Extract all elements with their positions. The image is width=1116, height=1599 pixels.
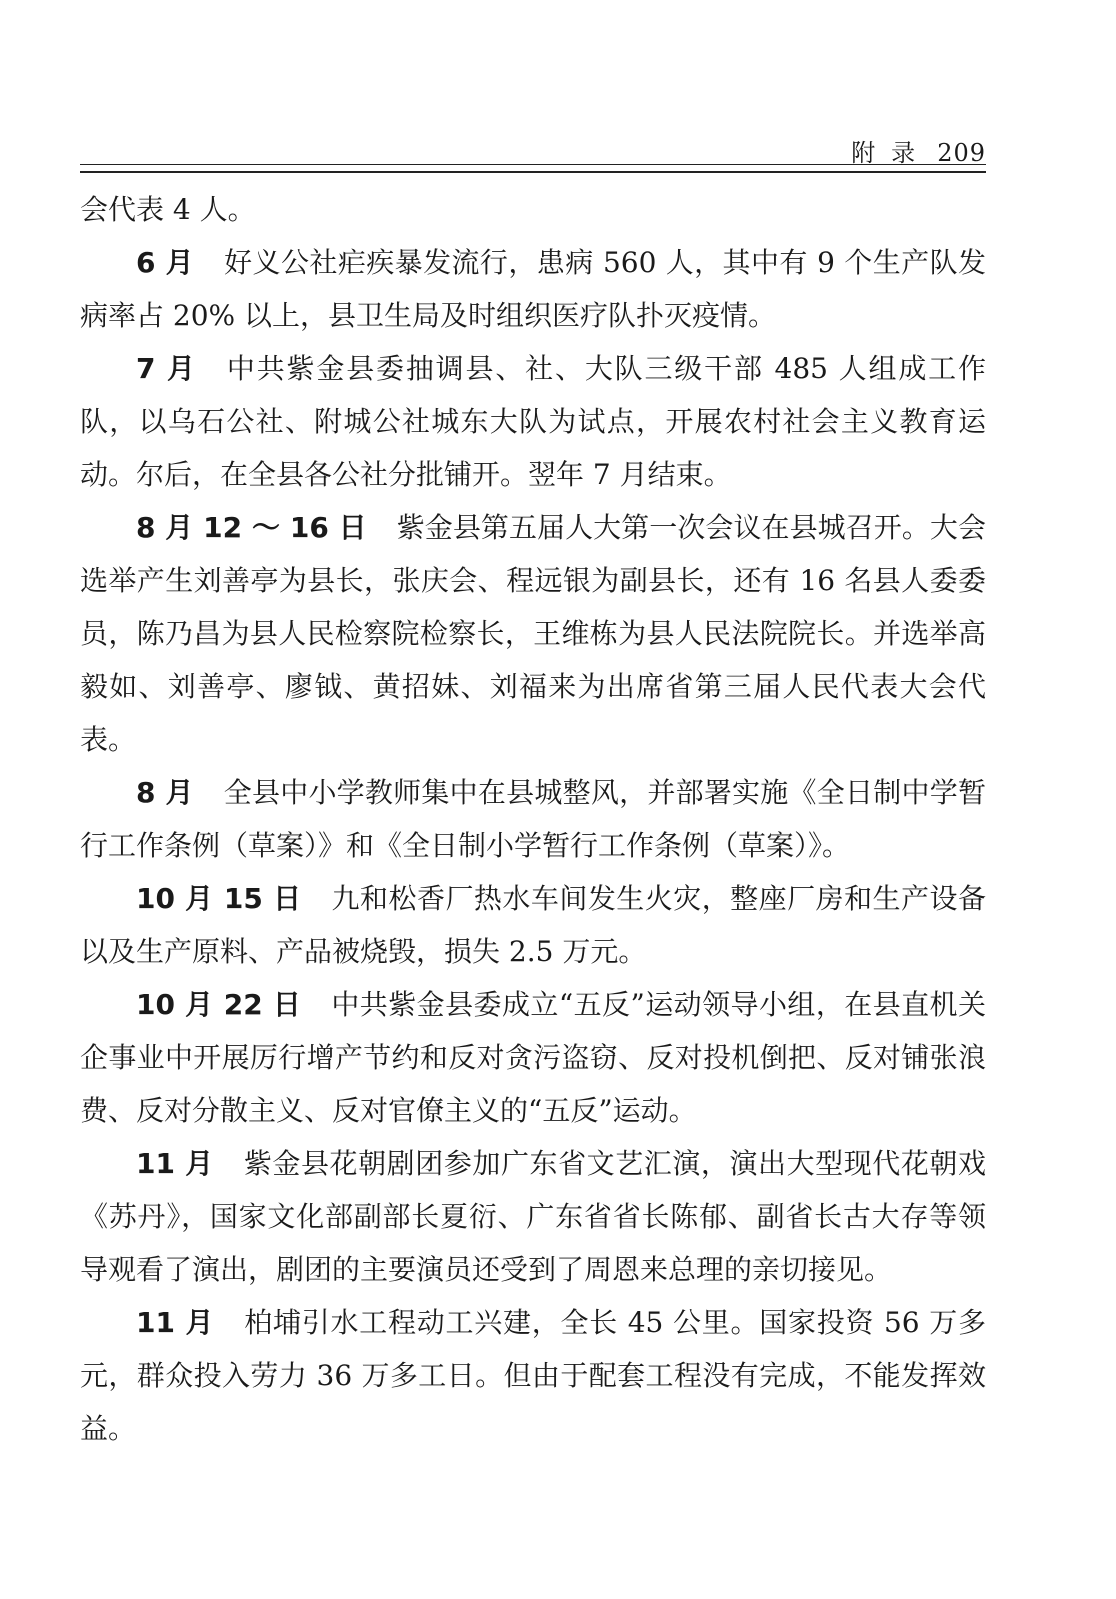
entry-text: 全县中小学教师集中在县城整风，并部署实施《全日制中学暂行工作条例（草案）》和《全日制小学暂行工作条例（草案）》。 [80,776,986,862]
page-body [80,183,986,1455]
entry-date: 11 月 [136,1306,215,1339]
entry-text: 好义公社疟疾暴发流行，患病 560 人，其中有 9 个生产队发病率占 20% 以上，县卫生局及时组织医疗队扑灭疫情。 [80,246,986,332]
entry-date: 10 月 22 日 [136,988,302,1021]
entry-text: 柏埔引水工程动工兴建，全长 45 公里。国家投资 56 万多元，群众投入劳力 36 万多工日。但由于配套工程没有完成，不能发挥效益。 [80,1306,986,1445]
continuation-paragraph: 会代表 4 人。 [80,193,256,226]
page-number: 209 [937,139,986,167]
running-header [851,133,986,168]
chronicle-entry [80,872,986,978]
entry-date: 8 月 12 ～ 16 日 [136,511,367,544]
entry-text: 中共紫金县委抽调县、社、大队三级干部 485 人组成工作队，以乌石公社、附城公社城东大队为试点，开展农村社会主义教育运动。尔后，在全县各公社分批铺开。翌年 7 月结束。 [80,352,986,491]
entry-date: 11 月 [136,1147,214,1180]
section-title: 附录 [851,139,932,167]
chronicle-entry [80,501,986,766]
chronicle-entry [80,1137,986,1296]
entry-date: 7 月 [136,352,197,385]
header-rule [80,164,986,173]
chronicle-entry [80,978,986,1137]
chronicle-entry [80,342,986,501]
entry-text: 中共紫金县委成立“五反”运动领导小组，在县直机关企事业中开展厉行增产节约和反对贪污盗窃、反对投机倒把、反对铺张浪费、反对分散主义、反对官僚主义的“五反”运动。 [80,988,986,1127]
entry-text: 紫金县第五届人大第一次会议在县城召开。大会选举产生刘善亭为县长，张庆会、程远银为副县长，还有 16 名县人委委员，陈乃昌为县人民检察院检察长，王维栋为县人民法院院长。并选举高毅如、刘善亭、廖钺、黄招妹、刘福来为出席省第三届人民代表大会代表。 [80,511,986,756]
entry-text: 九和松香厂热水车间发生火灾，整座厂房和生产设备以及生产原料、产品被烧毁，损失 2.5 万元。 [80,882,986,968]
chronicle-entry [80,766,986,872]
chronicle-entry [80,1296,986,1455]
entry-date: 10 月 15 日 [136,882,302,915]
entry-date: 8 月 [136,776,194,809]
entry-text: 紫金县花朝剧团参加广东省文艺汇演，演出大型现代花朝戏《苏丹》，国家文化部副部长夏衍、广东省省长陈郁、副省长古大存等领导观看了演出，剧团的主要演员还受到了周恩来总理的亲切接见。 [80,1147,986,1286]
entry-date: 6 月 [136,246,195,279]
chronicle-entry [80,236,986,342]
